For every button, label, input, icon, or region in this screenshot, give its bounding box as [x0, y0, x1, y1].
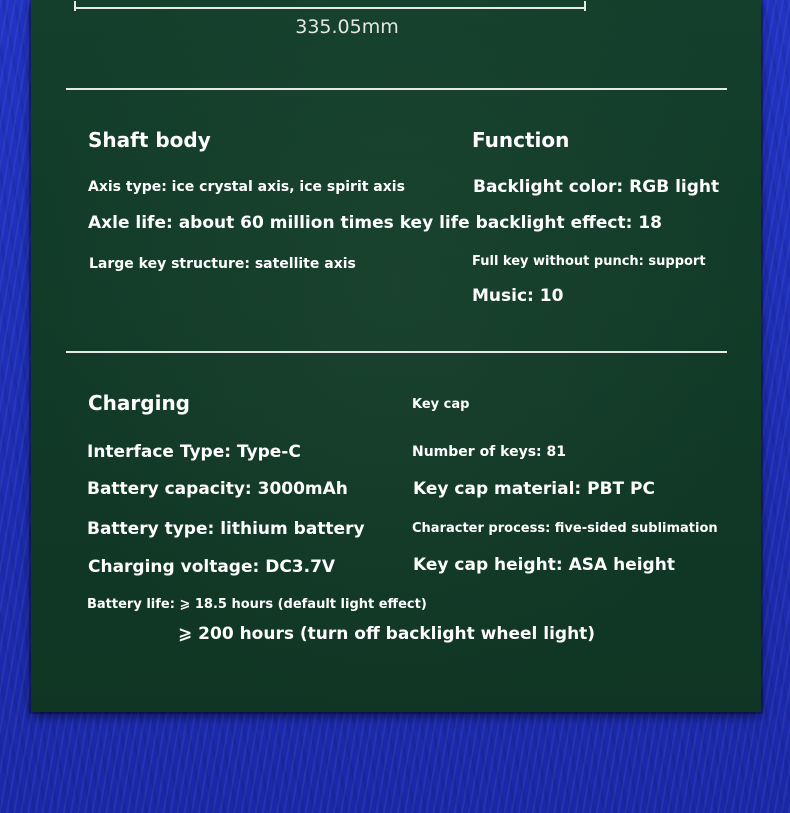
spec-panel: [31, 0, 761, 712]
function-title: Function: [472, 128, 570, 152]
key-cap-material-text: Key cap material: PBT PC: [413, 479, 655, 499]
battery-life-backlight-off-text: ⩾ 200 hours (turn off backlight wheel light): [178, 624, 596, 644]
key-cap-title: Key cap: [412, 397, 470, 412]
dimension-line: [75, 7, 585, 9]
backlight-text: Backlight color: RGB light: [473, 177, 720, 197]
battery-type-text: Battery type: lithium battery: [87, 519, 365, 539]
character-process-text: Character process: five-sided sublimation: [412, 521, 718, 536]
dimension-label: 335.05mm: [295, 16, 399, 38]
full-key-text: Full key without punch: support: [472, 254, 706, 269]
dimension-tick-left: [74, 1, 76, 11]
axle-life-text: Axle life: about 60 million times key life backlight effect: 18: [88, 213, 662, 233]
battery-life-text: Battery life: ⩾ 18.5 hours (default light effect): [87, 597, 427, 612]
music-text: Music: 10: [472, 286, 564, 306]
shaft-body-title: Shaft body: [88, 128, 211, 152]
axis-type-text: Axis type: ice crystal axis, ice spirit axis: [88, 179, 405, 195]
number-of-keys-text: Number of keys: 81: [412, 444, 566, 460]
divider-top: [66, 88, 727, 90]
battery-capacity-text: Battery capacity: 3000mAh: [87, 479, 348, 499]
interface-type-text: Interface Type: Type-C: [87, 442, 301, 462]
dimension-tick-right: [584, 1, 586, 11]
charging-title: Charging: [88, 391, 191, 415]
large-key-text: Large key structure: satellite axis: [89, 256, 356, 272]
key-cap-height-text: Key cap height: ASA height: [413, 555, 675, 575]
charging-voltage-text: Charging voltage: DC3.7V: [88, 557, 336, 577]
divider-middle: [66, 351, 727, 353]
